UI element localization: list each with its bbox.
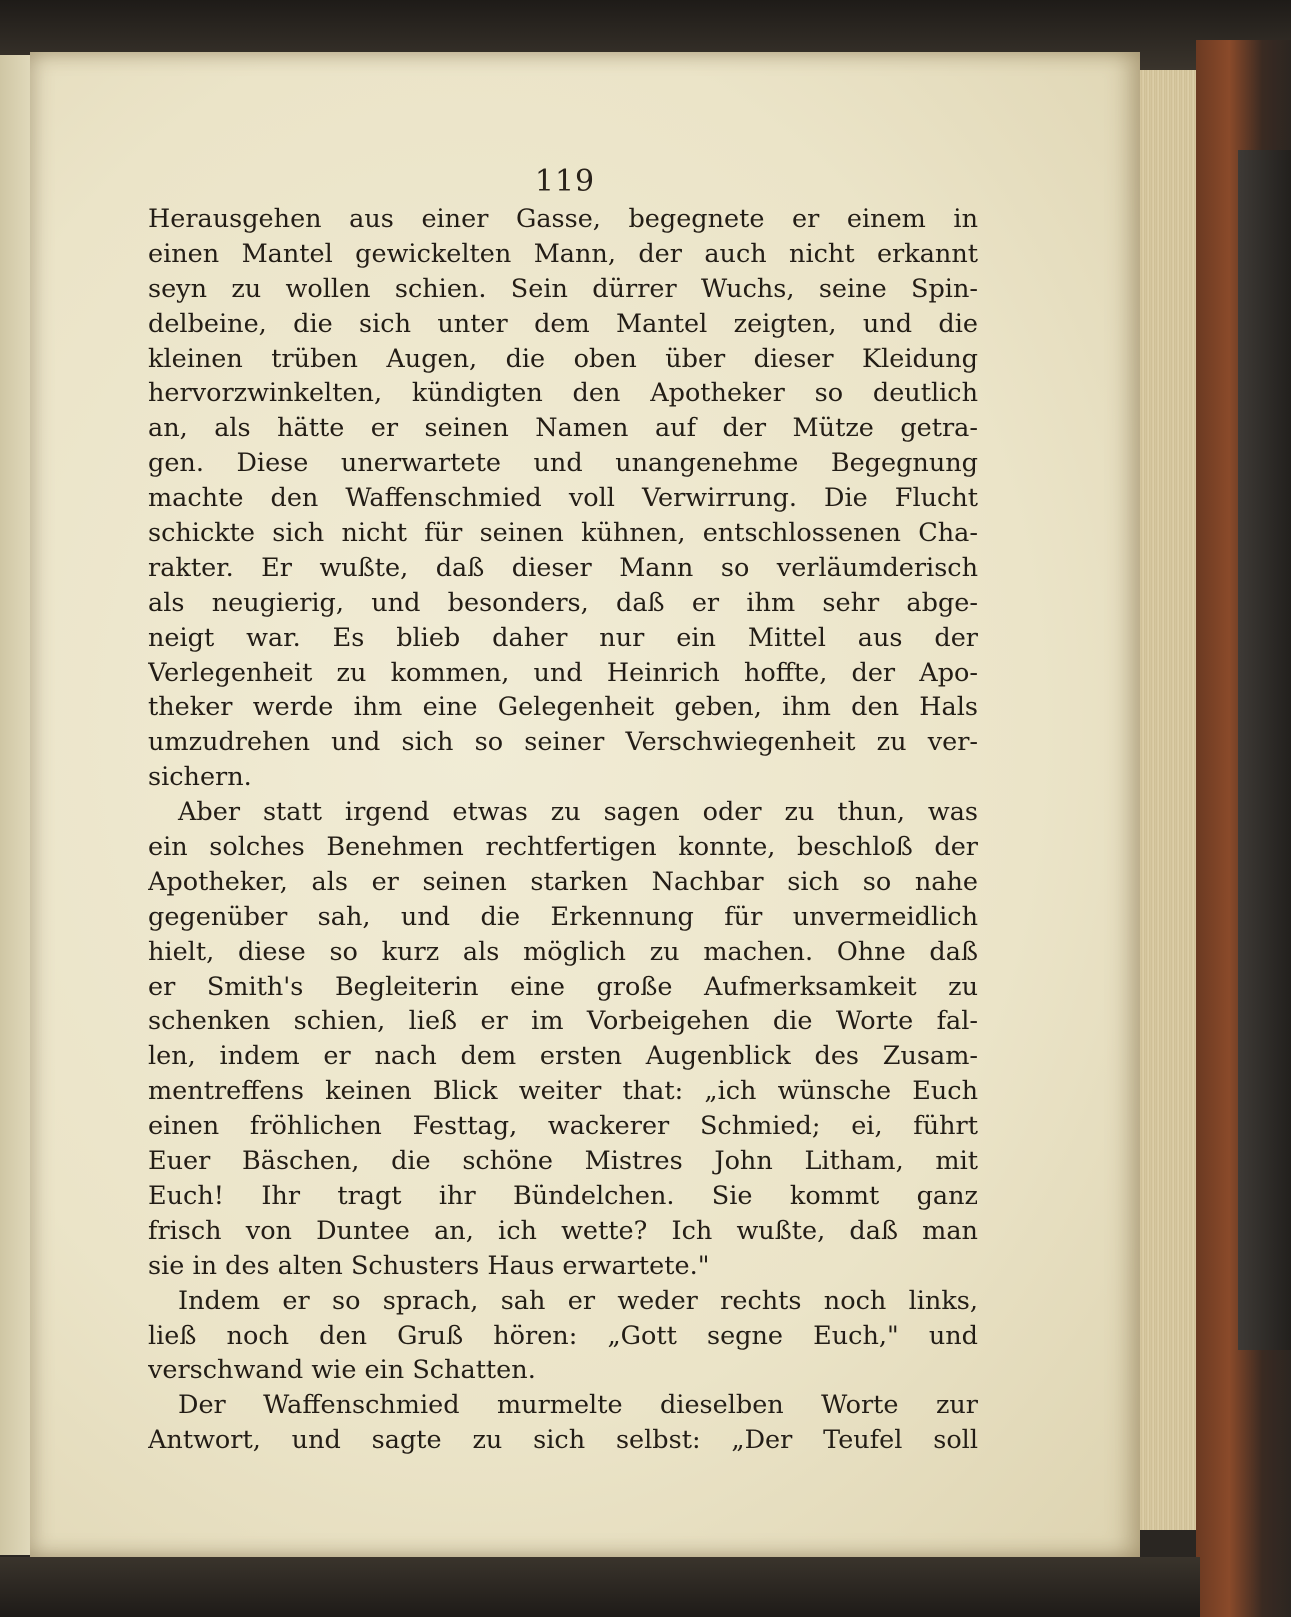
scan-background-bottom — [0, 1557, 1200, 1617]
text-line: Apotheker, als er seinen starken Nachbar sich so nahe — [148, 866, 978, 897]
page-number: 119 — [534, 164, 596, 199]
book-page — [30, 52, 1140, 1557]
text-line: einen fröhlichen Festtag, wackerer Schmied; ei, führt — [148, 1111, 978, 1142]
text-line: seyn zu wollen schien. Sein dürrer Wuchs, seine Spin- — [148, 273, 978, 304]
text-line: Der Waffenschmied murmelte dieselben Worte zur — [178, 1390, 978, 1421]
text-line: rakter. Er wußte, daß dieser Mann so verläumderisch — [148, 552, 978, 583]
page-block-edges — [1140, 70, 1200, 1530]
text-line: machte den Waffenschmied voll Verwirrung. Die Flucht — [148, 483, 978, 514]
text-line: schenken schien, ließ er im Vorbeigehen die Worte fal- — [148, 1006, 978, 1037]
text-line: hielt, diese so kurz als möglich zu machen. Ohne daß — [148, 936, 978, 967]
text-line: mentreffens keinen Blick weiter that: „ich wünsche Euch — [148, 1076, 978, 1107]
text-line: an, als hätte er seinen Namen auf der Mütze getra- — [148, 413, 978, 444]
text-line: als neugierig, und besonders, daß er ihm sehr abge- — [148, 587, 978, 618]
text-line: ließ noch den Gruß hören: „Gott segne Euch," und — [148, 1320, 978, 1351]
text-line: theker werde ihm eine Gelegenheit geben, ihm den Hals — [148, 692, 978, 723]
text-line: er Smith's Begleiterin eine große Aufmerksamkeit zu — [148, 971, 978, 1002]
text-line: gen. Diese unerwartete und unangenehme Begegnung — [148, 448, 978, 479]
text-line: einen Mantel gewickelten Mann, der auch nicht erkannt — [148, 238, 978, 269]
text-line: neigt war. Es blieb daher nur ein Mittel aus der — [148, 622, 978, 653]
text-line: frisch von Duntee an, ich wette? Ich wußte, daß man — [148, 1215, 978, 1246]
text-line: kleinen trüben Augen, die oben über dieser Kleidung — [148, 343, 978, 374]
text-line: Aber statt irgend etwas zu sagen oder zu thun, was — [178, 797, 978, 828]
text-line: hervorzwinkelten, kündigten den Apotheker so deutlich — [148, 378, 978, 409]
text-line: ein solches Benehmen rechtfertigen konnte, beschloß der — [148, 832, 978, 863]
cover-spine-strip — [1238, 150, 1291, 1350]
text-line: gegenüber sah, und die Erkennung für unvermeidlich — [148, 901, 978, 932]
text-line: Indem er so sprach, sah er weder rechts noch links, — [178, 1285, 978, 1316]
text-line: len, indem er nach dem ersten Augenblick des Zusam- — [148, 1041, 978, 1072]
text-line: Verlegenheit zu kommen, und Heinrich hoffte, der Apo- — [148, 657, 978, 688]
text-line: Herausgehen aus einer Gasse, begegnete er einem in — [148, 204, 978, 234]
text-line: schickte sich nicht für seinen kühnen, entschlossenen Cha- — [148, 518, 978, 549]
text-line: sie in des alten Schusters Haus erwartete." — [148, 1250, 710, 1281]
text-line: delbeine, die sich unter dem Mantel zeigten, und die — [148, 308, 978, 339]
text-line: Antwort, und sagte zu sich selbst: „Der Teufel soll — [148, 1425, 978, 1456]
text-line: verschwand wie ein Schatten. — [148, 1355, 536, 1386]
body-text — [148, 202, 978, 1458]
text-line: sichern. — [148, 762, 252, 793]
text-line: Euer Bäschen, die schöne Mistres John Litham, mit — [148, 1146, 978, 1177]
text-line: umzudrehen und sich so seiner Verschwiegenheit zu ver- — [148, 727, 978, 758]
text-line: Euch! Ihr tragt ihr Bündelchen. Sie kommt ganz — [148, 1180, 978, 1211]
